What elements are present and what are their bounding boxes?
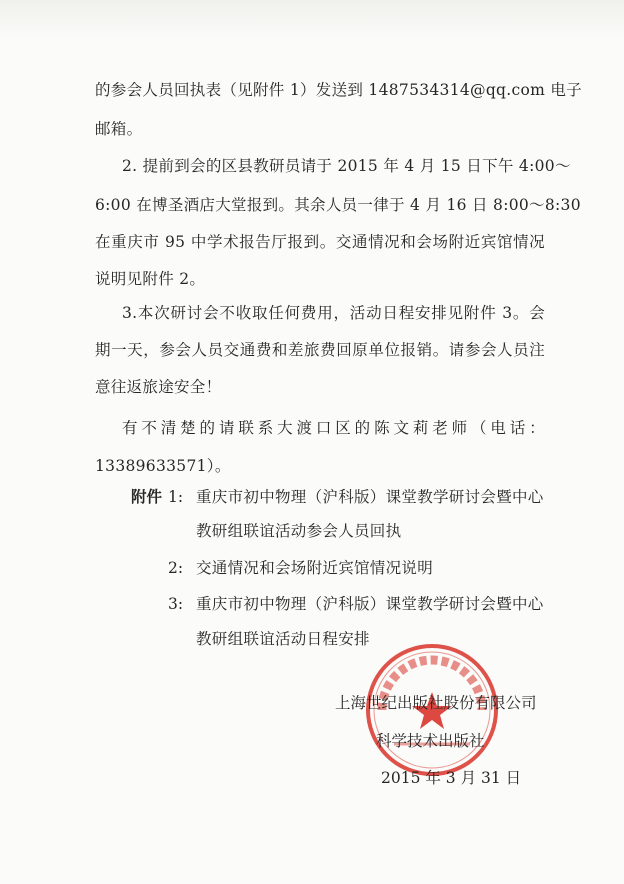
attachment-label: 附件 — [131, 488, 163, 506]
body-line-2: 邮箱。 — [95, 120, 143, 138]
body-line-7: 3.本次研讨会不收取任何费用，活动日程安排见附件 3。会 — [122, 304, 545, 322]
body-line-10: 有不清楚的请联系大渡口区的陈文莉老师（电话： — [122, 419, 545, 437]
body-line-6: 说明见附件 2。 — [95, 270, 206, 288]
attachment-3-num: 3: — [168, 595, 184, 613]
signature-date: 2015 年 3 月 31 日 — [381, 769, 522, 787]
attachment-3-line-2: 教研组联谊活动日程安排 — [196, 630, 370, 648]
attachment-1-line-2: 教研组联谊活动参会人员回执 — [196, 522, 402, 540]
body-line-4: 6:00 在博圣酒店大堂报到。其余人员一律于 4 月 16 日 8:00～8:30 — [95, 196, 581, 214]
attachment-2-line-1: 交通情况和会场附近宾馆情况说明 — [196, 559, 434, 577]
scan-shadow — [0, 0, 624, 40]
body-line-1: 的参会人员回执表（见附件 1）发送到 1487534314@qq.com 电子 — [95, 81, 582, 99]
signature-org-2: 科学技术出版社 — [376, 732, 485, 750]
attachment-1-num: 1: — [168, 488, 184, 506]
attachment-1-line-1: 重庆市初中物理（沪科版）课堂教学研讨会暨中心 — [196, 488, 544, 506]
body-line-8: 期一天，参会人员交通费和差旅费回原单位报销。请参会人员注 — [95, 341, 545, 359]
attachment-3-line-1: 重庆市初中物理（沪科版）课堂教学研讨会暨中心 — [196, 595, 544, 613]
body-line-11: 13389633571）。 — [95, 457, 231, 475]
attachment-2-num: 2: — [168, 559, 184, 577]
body-line-3: 2. 提前到会的区县教研员请于 2015 年 4 月 15 日下午 4:00～ — [122, 157, 571, 175]
signature-org-1: 上海世纪出版社股份有限公司 — [335, 694, 537, 712]
body-line-9: 意往返旅途安全！ — [95, 378, 222, 396]
body-line-5: 在重庆市 95 中学术报告厅报到。交通情况和会场附近宾馆情况 — [95, 233, 545, 251]
